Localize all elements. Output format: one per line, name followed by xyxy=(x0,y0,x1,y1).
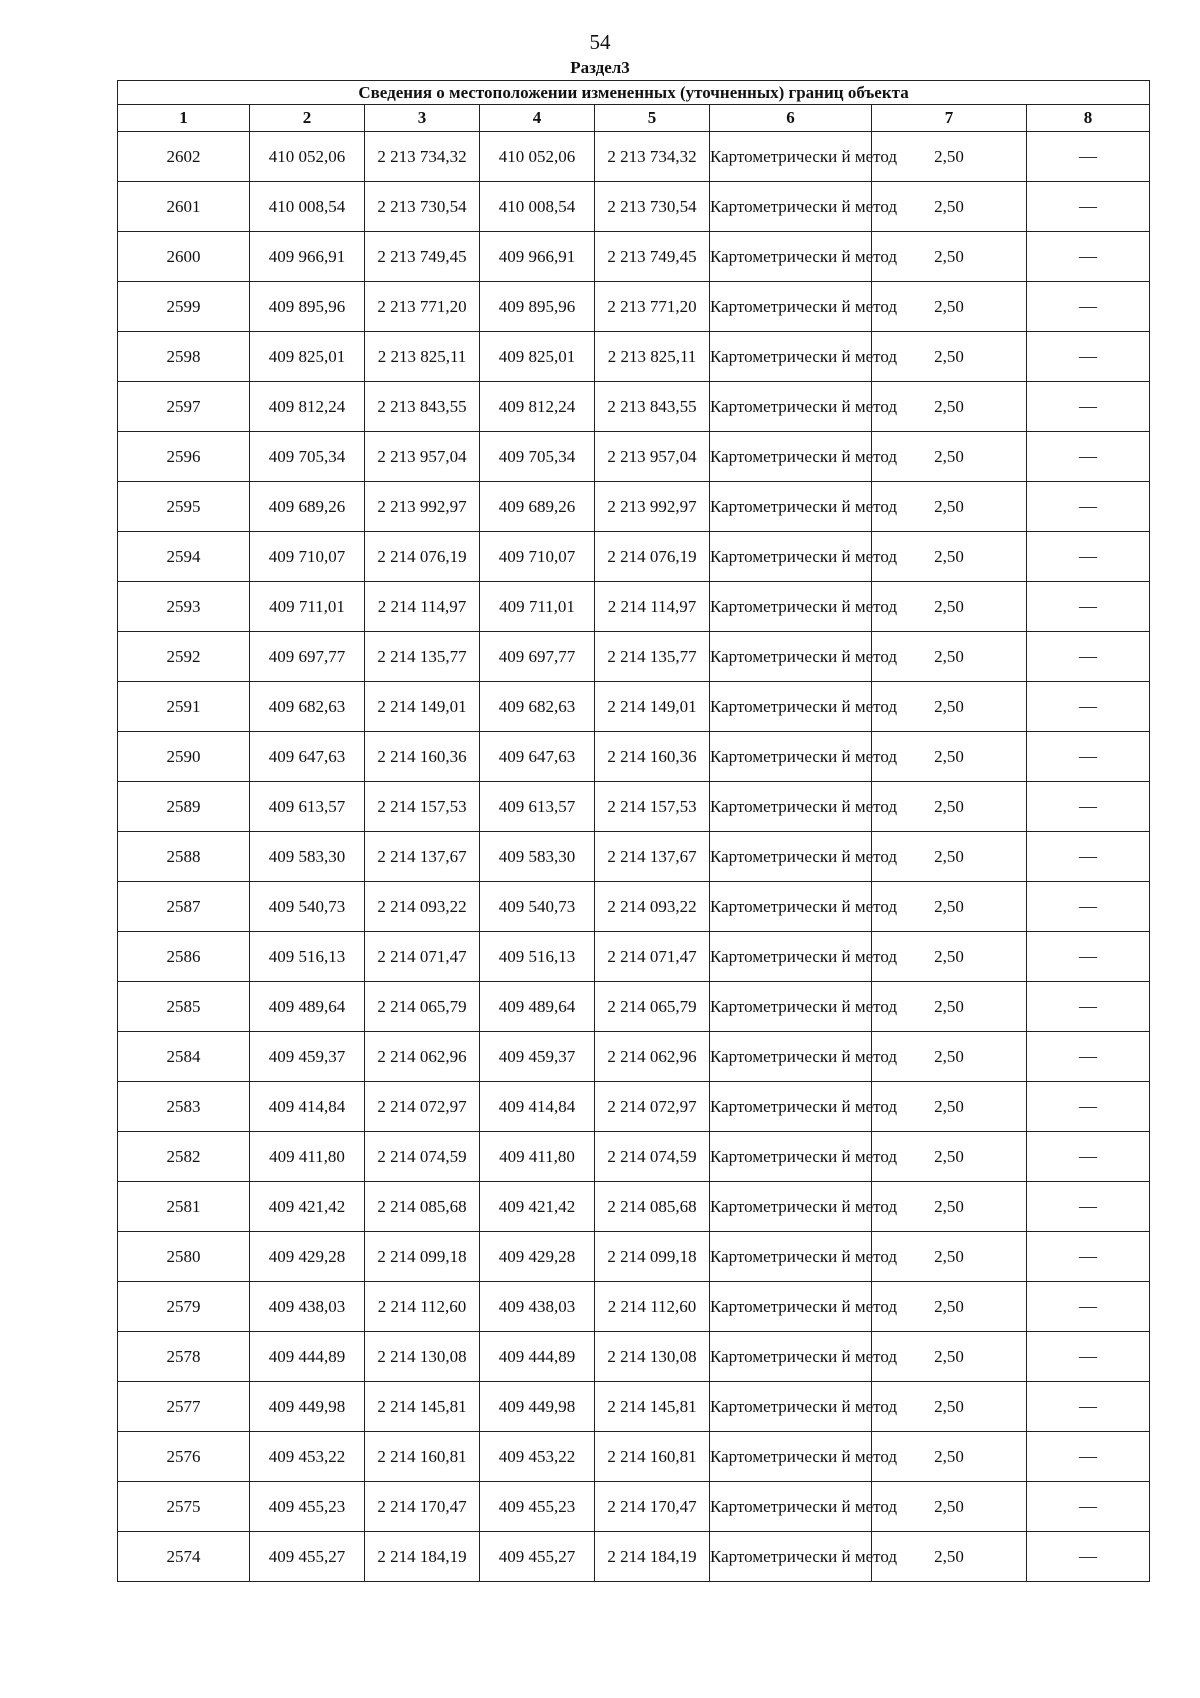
method-cell: Картометрически й метод xyxy=(710,1182,872,1232)
column-header: 2 xyxy=(250,105,365,132)
y-new-cell: 2 214 137,67 xyxy=(595,832,710,882)
y-new-cell: 2 214 135,77 xyxy=(595,632,710,682)
y-new-cell: 2 214 072,97 xyxy=(595,1082,710,1132)
column-header: 6 xyxy=(710,105,872,132)
point-number-cell: 2601 xyxy=(118,182,250,232)
x-new-cell: 409 455,23 xyxy=(480,1482,595,1532)
method-cell: Картометрически й метод xyxy=(710,1232,872,1282)
table-row xyxy=(118,432,1150,482)
page-number: 54 xyxy=(589,30,611,54)
y-existing-cell: 2 213 734,32 xyxy=(365,132,480,182)
accuracy-cell: 2,50 xyxy=(872,482,1027,532)
description-cell: — xyxy=(1027,1132,1150,1182)
y-existing-cell: 2 214 114,97 xyxy=(365,582,480,632)
accuracy-cell: 2,50 xyxy=(872,782,1027,832)
x-new-cell: 409 710,07 xyxy=(480,532,595,582)
accuracy-cell: 2,50 xyxy=(872,882,1027,932)
y-existing-cell: 2 214 065,79 xyxy=(365,982,480,1032)
point-number-cell: 2592 xyxy=(118,632,250,682)
table-row xyxy=(118,1382,1150,1432)
description-cell: — xyxy=(1027,432,1150,482)
x-new-cell: 409 459,37 xyxy=(480,1032,595,1082)
y-new-cell: 2 214 062,96 xyxy=(595,1032,710,1082)
accuracy-cell: 2,50 xyxy=(872,582,1027,632)
point-number-cell: 2596 xyxy=(118,432,250,482)
accuracy-cell: 2,50 xyxy=(872,832,1027,882)
y-existing-cell: 2 214 062,96 xyxy=(365,1032,480,1082)
x-existing-cell: 409 444,89 xyxy=(250,1332,365,1382)
table-row xyxy=(118,482,1150,532)
method-cell: Картометрически й метод xyxy=(710,782,872,832)
point-number-cell: 2586 xyxy=(118,932,250,982)
point-number-cell: 2590 xyxy=(118,732,250,782)
method-cell: Картометрически й метод xyxy=(710,832,872,882)
point-number-cell: 2577 xyxy=(118,1382,250,1432)
accuracy-cell: 2,50 xyxy=(872,182,1027,232)
x-existing-cell: 409 455,23 xyxy=(250,1482,365,1532)
x-new-cell: 409 411,80 xyxy=(480,1132,595,1182)
table-row xyxy=(118,832,1150,882)
y-new-cell: 2 213 749,45 xyxy=(595,232,710,282)
x-existing-cell: 410 052,06 xyxy=(250,132,365,182)
description-cell: — xyxy=(1027,982,1150,1032)
table-row xyxy=(118,632,1150,682)
point-number-cell: 2588 xyxy=(118,832,250,882)
x-new-cell: 409 414,84 xyxy=(480,1082,595,1132)
point-number-cell: 2600 xyxy=(118,232,250,282)
column-header: 5 xyxy=(595,105,710,132)
table-row xyxy=(118,932,1150,982)
accuracy-cell: 2,50 xyxy=(872,232,1027,282)
method-cell: Картометрически й метод xyxy=(710,1032,872,1082)
x-new-cell: 409 429,28 xyxy=(480,1232,595,1282)
table-row xyxy=(118,132,1150,182)
table-title: Сведения о местоположении измененных (уточненных) границ объекта xyxy=(118,81,1150,105)
point-number-cell: 2597 xyxy=(118,382,250,432)
x-new-cell: 410 052,06 xyxy=(480,132,595,182)
table-row xyxy=(118,1182,1150,1232)
method-cell: Картометрически й метод xyxy=(710,1432,872,1482)
accuracy-cell: 2,50 xyxy=(872,382,1027,432)
x-new-cell: 409 540,73 xyxy=(480,882,595,932)
method-cell: Картометрически й метод xyxy=(710,332,872,382)
y-existing-cell: 2 214 072,97 xyxy=(365,1082,480,1132)
x-new-cell: 409 489,64 xyxy=(480,982,595,1032)
method-cell: Картометрически й метод xyxy=(710,582,872,632)
description-cell: — xyxy=(1027,932,1150,982)
y-new-cell: 2 213 825,11 xyxy=(595,332,710,382)
x-existing-cell: 409 516,13 xyxy=(250,932,365,982)
y-new-cell: 2 214 114,97 xyxy=(595,582,710,632)
x-new-cell: 409 711,01 xyxy=(480,582,595,632)
x-new-cell: 409 812,24 xyxy=(480,382,595,432)
x-new-cell: 409 682,63 xyxy=(480,682,595,732)
y-new-cell: 2 214 093,22 xyxy=(595,882,710,932)
y-new-cell: 2 213 730,54 xyxy=(595,182,710,232)
y-new-cell: 2 214 160,36 xyxy=(595,732,710,782)
point-number-cell: 2580 xyxy=(118,1232,250,1282)
x-new-cell: 409 689,26 xyxy=(480,482,595,532)
method-cell: Картометрически й метод xyxy=(710,232,872,282)
y-existing-cell: 2 214 137,67 xyxy=(365,832,480,882)
x-existing-cell: 409 689,26 xyxy=(250,482,365,532)
y-existing-cell: 2 214 160,81 xyxy=(365,1432,480,1482)
table-row xyxy=(118,382,1150,432)
accuracy-cell: 2,50 xyxy=(872,1532,1027,1582)
accuracy-cell: 2,50 xyxy=(872,432,1027,482)
method-cell: Картометрически й метод xyxy=(710,1482,872,1532)
table-row xyxy=(118,1232,1150,1282)
y-new-cell: 2 214 145,81 xyxy=(595,1382,710,1432)
description-cell: — xyxy=(1027,1482,1150,1532)
method-cell: Картометрически й метод xyxy=(710,1332,872,1382)
method-cell: Картометрически й метод xyxy=(710,1532,872,1582)
y-new-cell: 2 214 074,59 xyxy=(595,1132,710,1182)
table-row xyxy=(118,1532,1150,1582)
accuracy-cell: 2,50 xyxy=(872,982,1027,1032)
y-new-cell: 2 214 085,68 xyxy=(595,1182,710,1232)
y-existing-cell: 2 214 071,47 xyxy=(365,932,480,982)
x-existing-cell: 409 682,63 xyxy=(250,682,365,732)
accuracy-cell: 2,50 xyxy=(872,632,1027,682)
table-row xyxy=(118,182,1150,232)
y-new-cell: 2 213 843,55 xyxy=(595,382,710,432)
accuracy-cell: 2,50 xyxy=(872,332,1027,382)
x-existing-cell: 409 613,57 xyxy=(250,782,365,832)
accuracy-cell: 2,50 xyxy=(872,282,1027,332)
x-new-cell: 409 966,91 xyxy=(480,232,595,282)
x-existing-cell: 409 697,77 xyxy=(250,632,365,682)
column-header: 7 xyxy=(872,105,1027,132)
table-row xyxy=(118,282,1150,332)
method-cell: Картометрически й метод xyxy=(710,1132,872,1182)
x-new-cell: 409 613,57 xyxy=(480,782,595,832)
method-cell: Картометрически й метод xyxy=(710,732,872,782)
y-new-cell: 2 213 771,20 xyxy=(595,282,710,332)
y-new-cell: 2 213 992,97 xyxy=(595,482,710,532)
method-cell: Картометрически й метод xyxy=(710,932,872,982)
y-existing-cell: 2 214 135,77 xyxy=(365,632,480,682)
accuracy-cell: 2,50 xyxy=(872,1132,1027,1182)
x-new-cell: 409 449,98 xyxy=(480,1382,595,1432)
table-row xyxy=(118,1032,1150,1082)
y-existing-cell: 2 213 825,11 xyxy=(365,332,480,382)
column-header-row xyxy=(118,105,1150,132)
x-existing-cell: 409 812,24 xyxy=(250,382,365,432)
point-number-cell: 2579 xyxy=(118,1282,250,1332)
y-existing-cell: 2 214 112,60 xyxy=(365,1282,480,1332)
x-existing-cell: 409 966,91 xyxy=(250,232,365,282)
point-number-cell: 2589 xyxy=(118,782,250,832)
point-number-cell: 2585 xyxy=(118,982,250,1032)
x-existing-cell: 409 825,01 xyxy=(250,332,365,382)
x-existing-cell: 409 540,73 xyxy=(250,882,365,932)
method-cell: Картометрически й метод xyxy=(710,282,872,332)
accuracy-cell: 2,50 xyxy=(872,1332,1027,1382)
table-row xyxy=(118,782,1150,832)
table-row xyxy=(118,1332,1150,1382)
point-number-cell: 2578 xyxy=(118,1332,250,1382)
method-cell: Картометрически й метод xyxy=(710,532,872,582)
y-new-cell: 2 214 157,53 xyxy=(595,782,710,832)
y-existing-cell: 2 213 749,45 xyxy=(365,232,480,282)
point-number-cell: 2582 xyxy=(118,1132,250,1182)
table-row xyxy=(118,1282,1150,1332)
x-existing-cell: 409 705,34 xyxy=(250,432,365,482)
column-header: 1 xyxy=(118,105,250,132)
table-row xyxy=(118,582,1150,632)
table-row xyxy=(118,682,1150,732)
accuracy-cell: 2,50 xyxy=(872,1482,1027,1532)
y-existing-cell: 2 213 843,55 xyxy=(365,382,480,432)
point-number-cell: 2599 xyxy=(118,282,250,332)
x-new-cell: 409 647,63 xyxy=(480,732,595,782)
y-new-cell: 2 214 071,47 xyxy=(595,932,710,982)
description-cell: — xyxy=(1027,782,1150,832)
description-cell: — xyxy=(1027,1182,1150,1232)
x-existing-cell: 409 429,28 xyxy=(250,1232,365,1282)
accuracy-cell: 2,50 xyxy=(872,1432,1027,1482)
x-new-cell: 409 455,27 xyxy=(480,1532,595,1582)
x-new-cell: 409 444,89 xyxy=(480,1332,595,1382)
description-cell: — xyxy=(1027,1282,1150,1332)
y-existing-cell: 2 214 145,81 xyxy=(365,1382,480,1432)
x-existing-cell: 409 583,30 xyxy=(250,832,365,882)
x-new-cell: 409 895,96 xyxy=(480,282,595,332)
description-cell: — xyxy=(1027,532,1150,582)
table-row xyxy=(118,1482,1150,1532)
description-cell: — xyxy=(1027,1432,1150,1482)
description-cell: — xyxy=(1027,882,1150,932)
y-existing-cell: 2 214 160,36 xyxy=(365,732,480,782)
description-cell: — xyxy=(1027,132,1150,182)
y-existing-cell: 2 214 085,68 xyxy=(365,1182,480,1232)
method-cell: Картометрически й метод xyxy=(710,432,872,482)
y-new-cell: 2 214 160,81 xyxy=(595,1432,710,1482)
y-new-cell: 2 214 099,18 xyxy=(595,1232,710,1282)
x-existing-cell: 409 459,37 xyxy=(250,1032,365,1082)
point-number-cell: 2593 xyxy=(118,582,250,632)
accuracy-cell: 2,50 xyxy=(872,1082,1027,1132)
x-existing-cell: 409 438,03 xyxy=(250,1282,365,1332)
y-existing-cell: 2 213 730,54 xyxy=(365,182,480,232)
accuracy-cell: 2,50 xyxy=(872,132,1027,182)
x-existing-cell: 409 411,80 xyxy=(250,1132,365,1182)
y-new-cell: 2 214 130,08 xyxy=(595,1332,710,1382)
accuracy-cell: 2,50 xyxy=(872,1232,1027,1282)
x-existing-cell: 409 647,63 xyxy=(250,732,365,782)
description-cell: — xyxy=(1027,832,1150,882)
description-cell: — xyxy=(1027,332,1150,382)
point-number-cell: 2574 xyxy=(118,1532,250,1582)
y-existing-cell: 2 213 771,20 xyxy=(365,282,480,332)
x-existing-cell: 409 711,01 xyxy=(250,582,365,632)
y-existing-cell: 2 214 149,01 xyxy=(365,682,480,732)
x-existing-cell: 409 453,22 xyxy=(250,1432,365,1482)
x-new-cell: 409 583,30 xyxy=(480,832,595,882)
point-number-cell: 2598 xyxy=(118,332,250,382)
y-existing-cell: 2 214 157,53 xyxy=(365,782,480,832)
table-row xyxy=(118,332,1150,382)
point-number-cell: 2581 xyxy=(118,1182,250,1232)
x-new-cell: 409 438,03 xyxy=(480,1282,595,1332)
x-existing-cell: 409 414,84 xyxy=(250,1082,365,1132)
section-label: Раздел3 xyxy=(570,58,630,77)
description-cell: — xyxy=(1027,382,1150,432)
description-cell: — xyxy=(1027,1532,1150,1582)
description-cell: — xyxy=(1027,1082,1150,1132)
column-header: 4 xyxy=(480,105,595,132)
column-header: 8 xyxy=(1027,105,1150,132)
table-row xyxy=(118,1132,1150,1182)
y-existing-cell: 2 214 184,19 xyxy=(365,1532,480,1582)
point-number-cell: 2584 xyxy=(118,1032,250,1082)
x-existing-cell: 410 008,54 xyxy=(250,182,365,232)
y-new-cell: 2 214 065,79 xyxy=(595,982,710,1032)
y-new-cell: 2 213 734,32 xyxy=(595,132,710,182)
x-new-cell: 409 825,01 xyxy=(480,332,595,382)
method-cell: Картометрически й метод xyxy=(710,1282,872,1332)
accuracy-cell: 2,50 xyxy=(872,1182,1027,1232)
table-row xyxy=(118,732,1150,782)
description-cell: — xyxy=(1027,482,1150,532)
y-existing-cell: 2 214 076,19 xyxy=(365,532,480,582)
y-existing-cell: 2 214 099,18 xyxy=(365,1232,480,1282)
accuracy-cell: 2,50 xyxy=(872,732,1027,782)
y-new-cell: 2 214 170,47 xyxy=(595,1482,710,1532)
accuracy-cell: 2,50 xyxy=(872,932,1027,982)
point-number-cell: 2583 xyxy=(118,1082,250,1132)
point-number-cell: 2587 xyxy=(118,882,250,932)
description-cell: — xyxy=(1027,632,1150,682)
accuracy-cell: 2,50 xyxy=(872,532,1027,582)
description-cell: — xyxy=(1027,732,1150,782)
x-new-cell: 409 697,77 xyxy=(480,632,595,682)
description-cell: — xyxy=(1027,1382,1150,1432)
method-cell: Картометрически й метод xyxy=(710,1082,872,1132)
method-cell: Картометрически й метод xyxy=(710,632,872,682)
point-number-cell: 2595 xyxy=(118,482,250,532)
description-cell: — xyxy=(1027,1232,1150,1282)
y-existing-cell: 2 214 170,47 xyxy=(365,1482,480,1532)
x-new-cell: 410 008,54 xyxy=(480,182,595,232)
description-cell: — xyxy=(1027,1032,1150,1082)
y-existing-cell: 2 214 074,59 xyxy=(365,1132,480,1182)
y-existing-cell: 2 214 130,08 xyxy=(365,1332,480,1382)
x-new-cell: 409 421,42 xyxy=(480,1182,595,1232)
table-row xyxy=(118,232,1150,282)
x-existing-cell: 409 421,42 xyxy=(250,1182,365,1232)
column-header: 3 xyxy=(365,105,480,132)
method-cell: Картометрически й метод xyxy=(710,132,872,182)
description-cell: — xyxy=(1027,232,1150,282)
accuracy-cell: 2,50 xyxy=(872,682,1027,732)
method-cell: Картометрически й метод xyxy=(710,182,872,232)
description-cell: — xyxy=(1027,282,1150,332)
x-new-cell: 409 705,34 xyxy=(480,432,595,482)
table-row xyxy=(118,982,1150,1032)
point-number-cell: 2576 xyxy=(118,1432,250,1482)
method-cell: Картометрически й метод xyxy=(710,482,872,532)
y-existing-cell: 2 213 992,97 xyxy=(365,482,480,532)
accuracy-cell: 2,50 xyxy=(872,1382,1027,1432)
point-number-cell: 2602 xyxy=(118,132,250,182)
method-cell: Картометрически й метод xyxy=(710,682,872,732)
method-cell: Картометрически й метод xyxy=(710,882,872,932)
table-body xyxy=(118,132,1150,1582)
table-row xyxy=(118,1082,1150,1132)
y-new-cell: 2 214 076,19 xyxy=(595,532,710,582)
x-existing-cell: 409 449,98 xyxy=(250,1382,365,1432)
x-new-cell: 409 453,22 xyxy=(480,1432,595,1482)
point-number-cell: 2591 xyxy=(118,682,250,732)
x-existing-cell: 409 895,96 xyxy=(250,282,365,332)
x-new-cell: 409 516,13 xyxy=(480,932,595,982)
y-new-cell: 2 214 149,01 xyxy=(595,682,710,732)
table-row xyxy=(118,882,1150,932)
accuracy-cell: 2,50 xyxy=(872,1282,1027,1332)
y-existing-cell: 2 214 093,22 xyxy=(365,882,480,932)
description-cell: — xyxy=(1027,582,1150,632)
accuracy-cell: 2,50 xyxy=(872,1032,1027,1082)
boundary-coordinates-table xyxy=(117,80,1150,1582)
method-cell: Картометрически й метод xyxy=(710,1382,872,1432)
point-number-cell: 2575 xyxy=(118,1482,250,1532)
x-existing-cell: 409 710,07 xyxy=(250,532,365,582)
x-existing-cell: 409 489,64 xyxy=(250,982,365,1032)
description-cell: — xyxy=(1027,682,1150,732)
description-cell: — xyxy=(1027,182,1150,232)
y-new-cell: 2 214 184,19 xyxy=(595,1532,710,1582)
point-number-cell: 2594 xyxy=(118,532,250,582)
y-new-cell: 2 214 112,60 xyxy=(595,1282,710,1332)
method-cell: Картометрически й метод xyxy=(710,382,872,432)
table-row xyxy=(118,1432,1150,1482)
method-cell: Картометрически й метод xyxy=(710,982,872,1032)
description-cell: — xyxy=(1027,1332,1150,1382)
y-existing-cell: 2 213 957,04 xyxy=(365,432,480,482)
y-new-cell: 2 213 957,04 xyxy=(595,432,710,482)
table-row xyxy=(118,532,1150,582)
x-existing-cell: 409 455,27 xyxy=(250,1532,365,1582)
